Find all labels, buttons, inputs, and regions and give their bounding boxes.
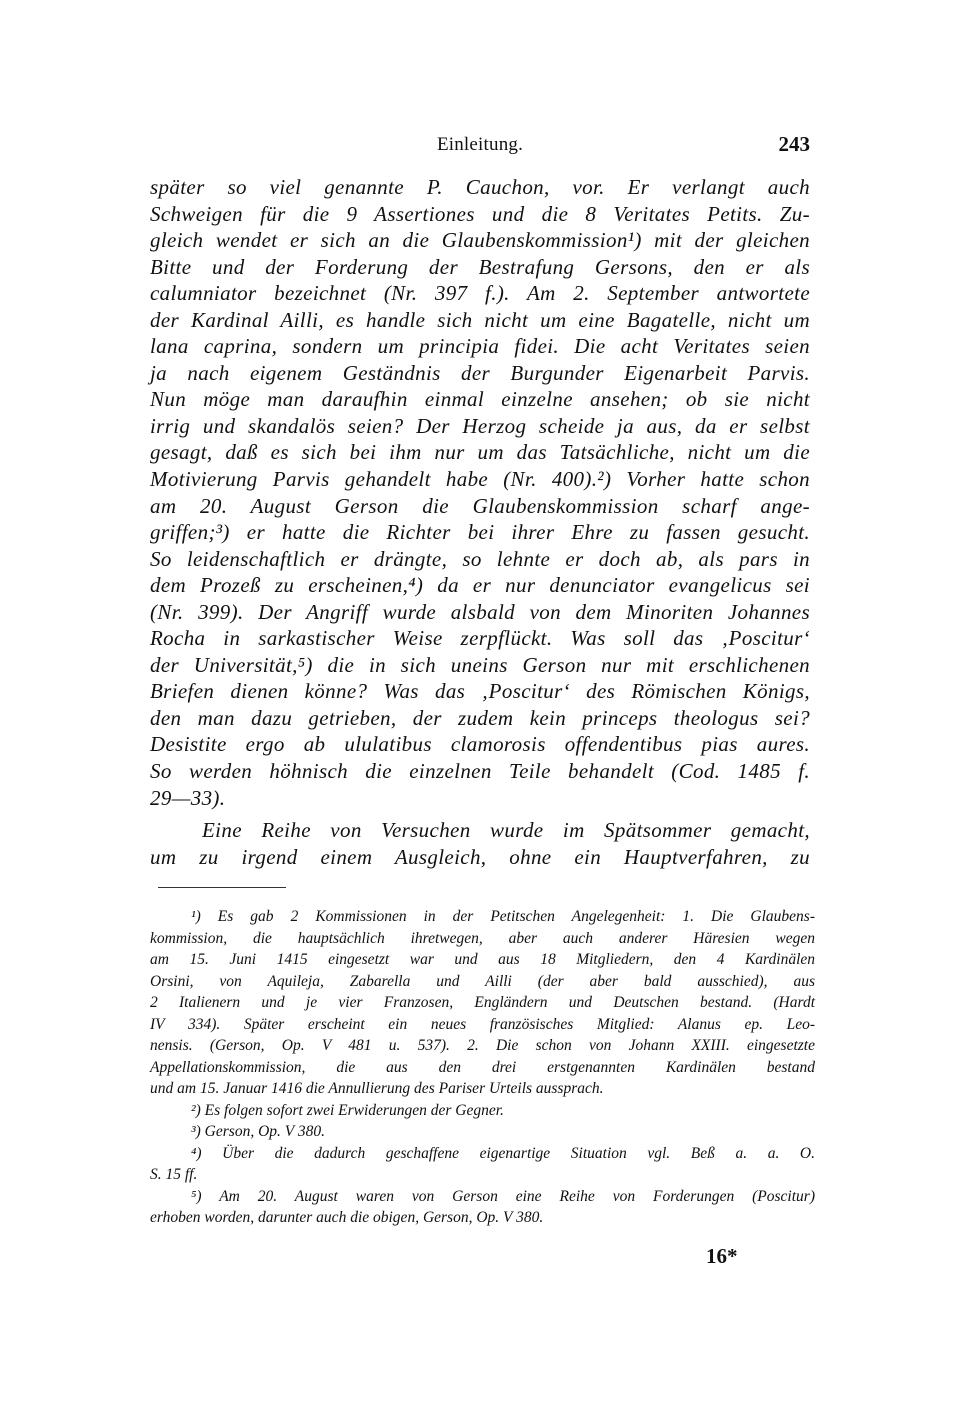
body-line: Desistite ergo ab ululatibus clamorosis offendentibus pias aures. — [150, 732, 810, 757]
footnote-line: ⁴) Über die dadurch geschaffene eigenartige Situation vgl. Beß a. a. O. — [191, 1144, 815, 1162]
body-line: der Kardinal Ailli, es handle sich nicht um eine Bagatelle, nicht um — [150, 307, 810, 332]
footnote-line: ²) Es folgen sofort zwei Erwiderungen der Gegner. — [191, 1101, 504, 1119]
footnote-line: kommission, die hauptsächlich ihretwegen, aber auch anderer Häresien wegen — [150, 929, 815, 947]
body-line: gleich wendet er sich an die Glaubenskommission¹) mit der gleichen — [150, 228, 810, 253]
body-line: So leidenschaftlich er drängte, so lehnte er doch ab, als pars in — [150, 546, 810, 571]
body-line: (Nr. 399). Der Angriff wurde alsbald von dem Minoriten Johannes — [150, 599, 810, 624]
body-line: lana caprina, sondern um principia fidei. Die acht Veritates seien — [150, 334, 810, 359]
body-line: Nun möge man daraufhin einmal einzelne ansehen; ob sie nicht — [150, 387, 810, 412]
running-header — [150, 134, 810, 164]
footnote-line: ³) Gerson, Op. V 380. — [191, 1123, 325, 1140]
running-title: Einleitung. — [436, 134, 524, 155]
footnote-line: und am 15. Januar 1416 die Annullierung des Pariser Urteils aussprach. — [150, 1080, 604, 1097]
body-line: der Universität,⁵) die in sich uneins Gerson nur mit erschlichenen — [150, 652, 810, 677]
body-line: gesagt, daß es sich bei ihm nur um das Tatsächliche, nicht um die — [150, 440, 810, 465]
body-line: um zu irgend einem Ausgleich, ohne ein Hauptverfahren, zu — [150, 844, 810, 869]
footnote-line: erhoben worden, darunter auch die obigen, Gerson, Op. V 380. — [150, 1209, 544, 1226]
body-line: später so viel genannte P. Cauchon, vor. Er verlangt auch — [150, 175, 810, 199]
body-line: dem Prozeß zu erscheinen,⁴) da er nur denunciator evangelicus sei — [150, 573, 810, 598]
body-line: 29—33). — [150, 785, 226, 810]
footnote-line: am 15. Juni 1415 eingesetzt war und aus 18 Mitgliedern, den 4 Kardinälen — [150, 951, 815, 968]
body-line: den man dazu getrieben, der zudem kein princeps theologus sei? — [150, 705, 810, 730]
body-line: Bitte und der Forderung der Bestrafung Gersons, den er als — [150, 254, 810, 279]
footnote-line: IV 334). Später erscheint ein neues französisches Mitglied: Alanus ep. Leo- — [150, 1015, 815, 1033]
body-line: Motivierung Parvis gehandelt habe (Nr. 400).²) Vorher hatte schon — [150, 467, 810, 492]
signature-mark: 16* — [706, 1244, 738, 1268]
body-line: irrig und skandalös seien? Der Herzog scheide ja aus, da er selbst — [150, 413, 810, 438]
body-line: Eine Reihe von Versuchen wurde im Spätsommer gemacht, — [202, 818, 810, 843]
body-line: calumniator bezeichnet (Nr. 397 f.). Am 2. September antwortete — [150, 281, 810, 306]
body-line: griffen;³) er hatte die Richter bei ihrer Ehre zu fassen gesucht. — [150, 520, 810, 545]
footnote-line: nensis. (Gerson, Op. V 481 u. 537). 2. Die schon von Johann XXIII. eingesetzte — [150, 1037, 815, 1054]
footnote-line: Appellationskommission, die aus den drei erstgenannten Kardinälen bestand — [150, 1058, 815, 1076]
body-line: Rocha in sarkastischer Weise zerpflückt. Was soll das ‚Poscitur‘ — [150, 626, 810, 651]
footnote-line: 2 Italienern und je vier Franzosen, Engländern und Deutschen bestand. (Hardt — [150, 994, 815, 1011]
footnote-line: ¹) Es gab 2 Kommissionen in der Petitschen Angelegenheit: 1. Die Glaubens- — [191, 908, 815, 925]
page-number: 243 — [778, 132, 810, 156]
footnote-separator — [158, 887, 286, 888]
body-line: Briefen dienen könne? Was das ‚Poscitur‘ des Römischen Königs, — [150, 679, 810, 704]
footnotes — [150, 906, 815, 1229]
footnote-line: S. 15 ff. — [150, 1166, 198, 1183]
footnote-line: ⁵) Am 20. August waren von Gerson eine Reihe von Forderungen (Poscitur) — [191, 1187, 815, 1205]
body-line: So werden höhnisch die einzelnen Teile behandelt (Cod. 1485 f. — [150, 759, 810, 784]
body-line: ja nach eigenem Geständnis der Burgunder Eigenarbeit Parvis. — [150, 360, 810, 385]
body-text — [150, 174, 810, 870]
body-line: am 20. August Gerson die Glaubenskommission scharf ange- — [150, 493, 810, 518]
footnote-line: Orsini, von Aquileja, Zabarella und Ailli (der aber bald ausschied), aus — [150, 972, 815, 990]
body-line: Schweigen für die 9 Assertiones und die 8 Veritates Petits. Zu- — [150, 201, 810, 226]
